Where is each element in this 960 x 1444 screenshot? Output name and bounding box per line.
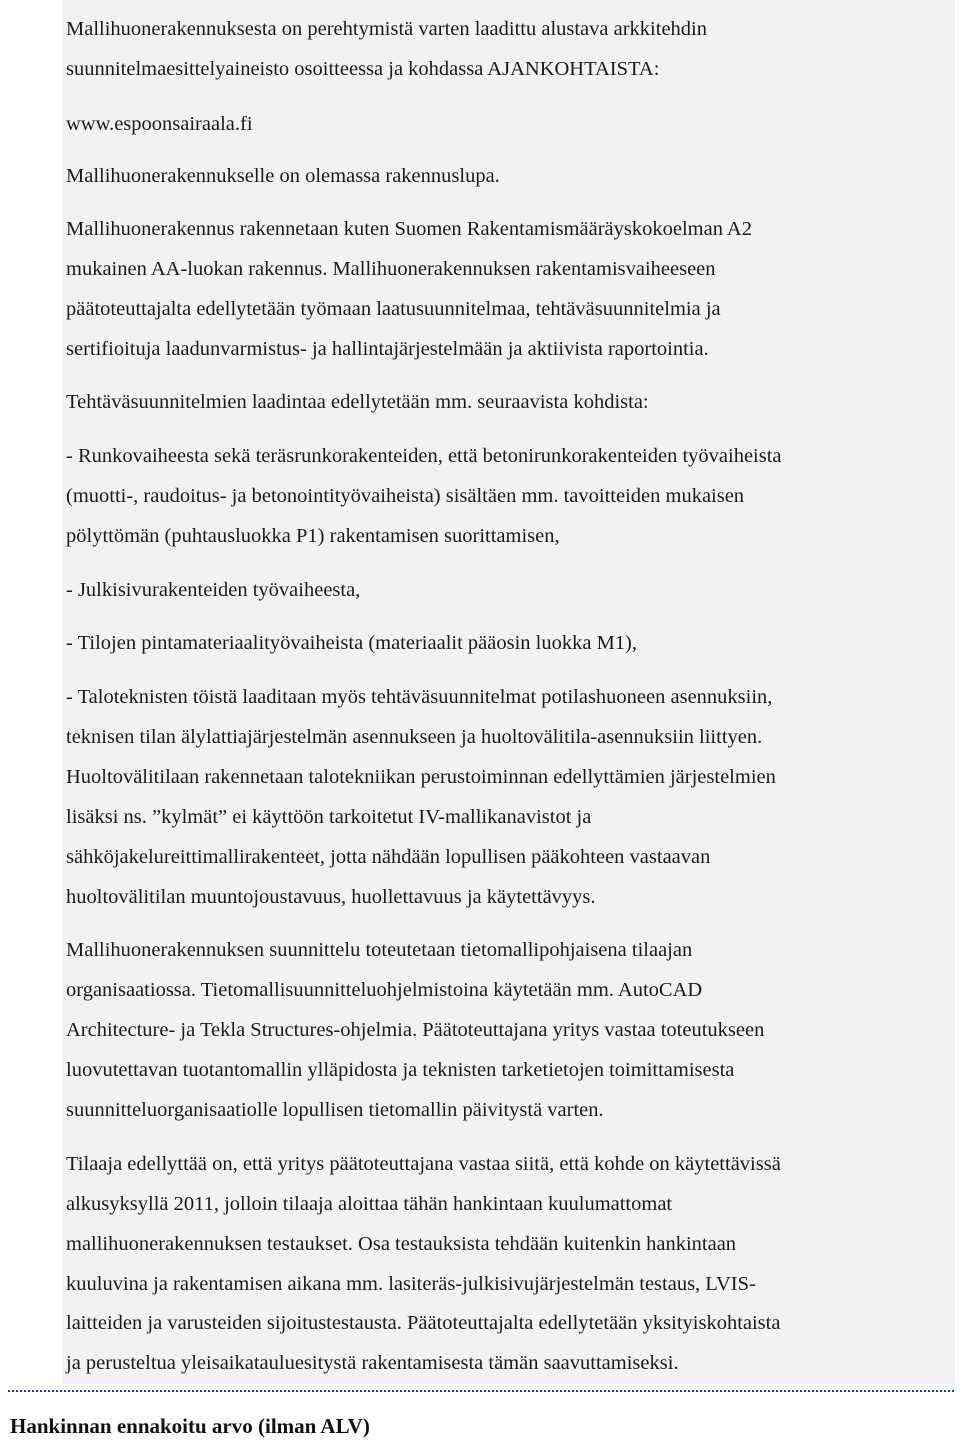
text-line: pölyttömän (puhtausluokka P1) rakentamisen suorittamisen, bbox=[66, 525, 560, 547]
text-line: - Runkovaiheesta sekä teräsrunkorakenteiden, että betonirunkorakenteiden työvaiheista bbox=[66, 445, 782, 467]
text-line: Mallihuonerakennuksen suunnittelu toteutetaan tietomallipohjaisena tilaajan bbox=[66, 939, 693, 961]
text-line: lisäksi ns. ”kylmät” ei käyttöön tarkoitetut IV-mallikanavistot ja bbox=[66, 806, 592, 828]
text-line: sähköjakelureittimallirakenteet, jotta nähdään lopullisen pääkohteen vastaavan bbox=[66, 846, 711, 868]
text-line: Mallihuonerakennuksesta on perehtymistä varten laadittu alustava arkkitehdin bbox=[66, 18, 707, 40]
text-line: laitteiden ja varusteiden sijoitustestausta. Päätoteuttajalta edellytetään yksityiskohtaista bbox=[66, 1312, 781, 1334]
text-line: alkusyksyllä 2011, jolloin tilaaja aloittaa tähän hankintaan kuulumattomat bbox=[66, 1193, 673, 1215]
text-line: - Julkisivurakenteiden työvaiheesta, bbox=[66, 579, 361, 601]
text-line: (muotti-, raudoitus- ja betonointityövaiheista) sisältäen mm. tavoitteiden mukaisen bbox=[66, 485, 745, 507]
text-line: - Tilojen pintamateriaalityövaiheista (materiaalit pääosin luokka M1), bbox=[66, 632, 638, 654]
text-line: ja perusteltua yleisaikatauluesitystä rakentamisesta tämän saavuttamiseksi. bbox=[66, 1352, 679, 1374]
text-line: suunnitelmaesittelyaineisto osoitteessa ja kohdassa AJANKOHTAISTA: bbox=[66, 58, 660, 80]
text-line: www.espoonsairaala.fi bbox=[66, 113, 253, 135]
text-line: teknisen tilan älylattiajärjestelmän asennukseen ja huoltovälitila-asennuksiin liittyen. bbox=[66, 726, 763, 748]
text-line: Mallihuonerakennus rakennetaan kuten Suomen Rakentamismääräyskokoelman A2 bbox=[66, 218, 752, 240]
text-line: Mallihuonerakennukselle on olemassa rakennuslupa. bbox=[66, 165, 500, 187]
section-heading: Hankinnan ennakoitu arvo (ilman ALV) bbox=[10, 1414, 370, 1438]
text-line: sertifioituja laadunvarmistus- ja hallintajärjestelmään ja aktiivista raportointia. bbox=[66, 338, 709, 360]
text-line: kuuluvina ja rakentamisen aikana mm. lasiteräs-julkisivujärjestelmän testaus, LVIS- bbox=[66, 1273, 756, 1295]
text-line: Tehtäväsuunnitelmien laadintaa edellytetään mm. seuraavista kohdista: bbox=[66, 391, 649, 413]
text-line: organisaatiossa. Tietomallisuunnitteluohjelmistoina käytetään mm. AutoCAD bbox=[66, 979, 703, 1001]
text-line: Tilaaja edellyttää on, että yritys päätoteuttajana vastaa siitä, että kohde on käytettävissä bbox=[66, 1153, 781, 1175]
text-line: Architecture- ja Tekla Structures-ohjelmia. Päätoteuttajana yritys vastaa toteutukseen bbox=[66, 1019, 765, 1041]
text-line: - Taloteknisten töistä laaditaan myös tehtäväsuunnitelmat potilashuoneen asennuksiin, bbox=[66, 686, 773, 708]
text-line: mukainen AA-luokan rakennus. Mallihuonerakennuksen rakentamisvaiheeseen bbox=[66, 258, 716, 280]
text-line: suunnitteluorganisaatiolle lopullisen tietomallin päivitystä varten. bbox=[66, 1099, 604, 1121]
text-line: mallihuonerakennuksen testaukset. Osa testauksista tehdään kuitenkin hankintaan bbox=[66, 1233, 737, 1255]
section-divider bbox=[8, 1390, 954, 1392]
text-line: Huoltovälitilaan rakennetaan talotekniikan perustoiminnan edellyttämien järjestelmien bbox=[66, 766, 776, 788]
text-line: huoltovälitilan muuntojoustavuus, huollettavuus ja käytettävyys. bbox=[66, 886, 596, 908]
text-line: luovutettavan tuotantomallin ylläpidosta ja teknisten tarketietojen toimittamisesta bbox=[66, 1059, 735, 1081]
text-line: päätoteuttajalta edellytetään työmaan laatusuunnitelmaa, tehtäväsuunnitelmia ja bbox=[66, 298, 721, 320]
